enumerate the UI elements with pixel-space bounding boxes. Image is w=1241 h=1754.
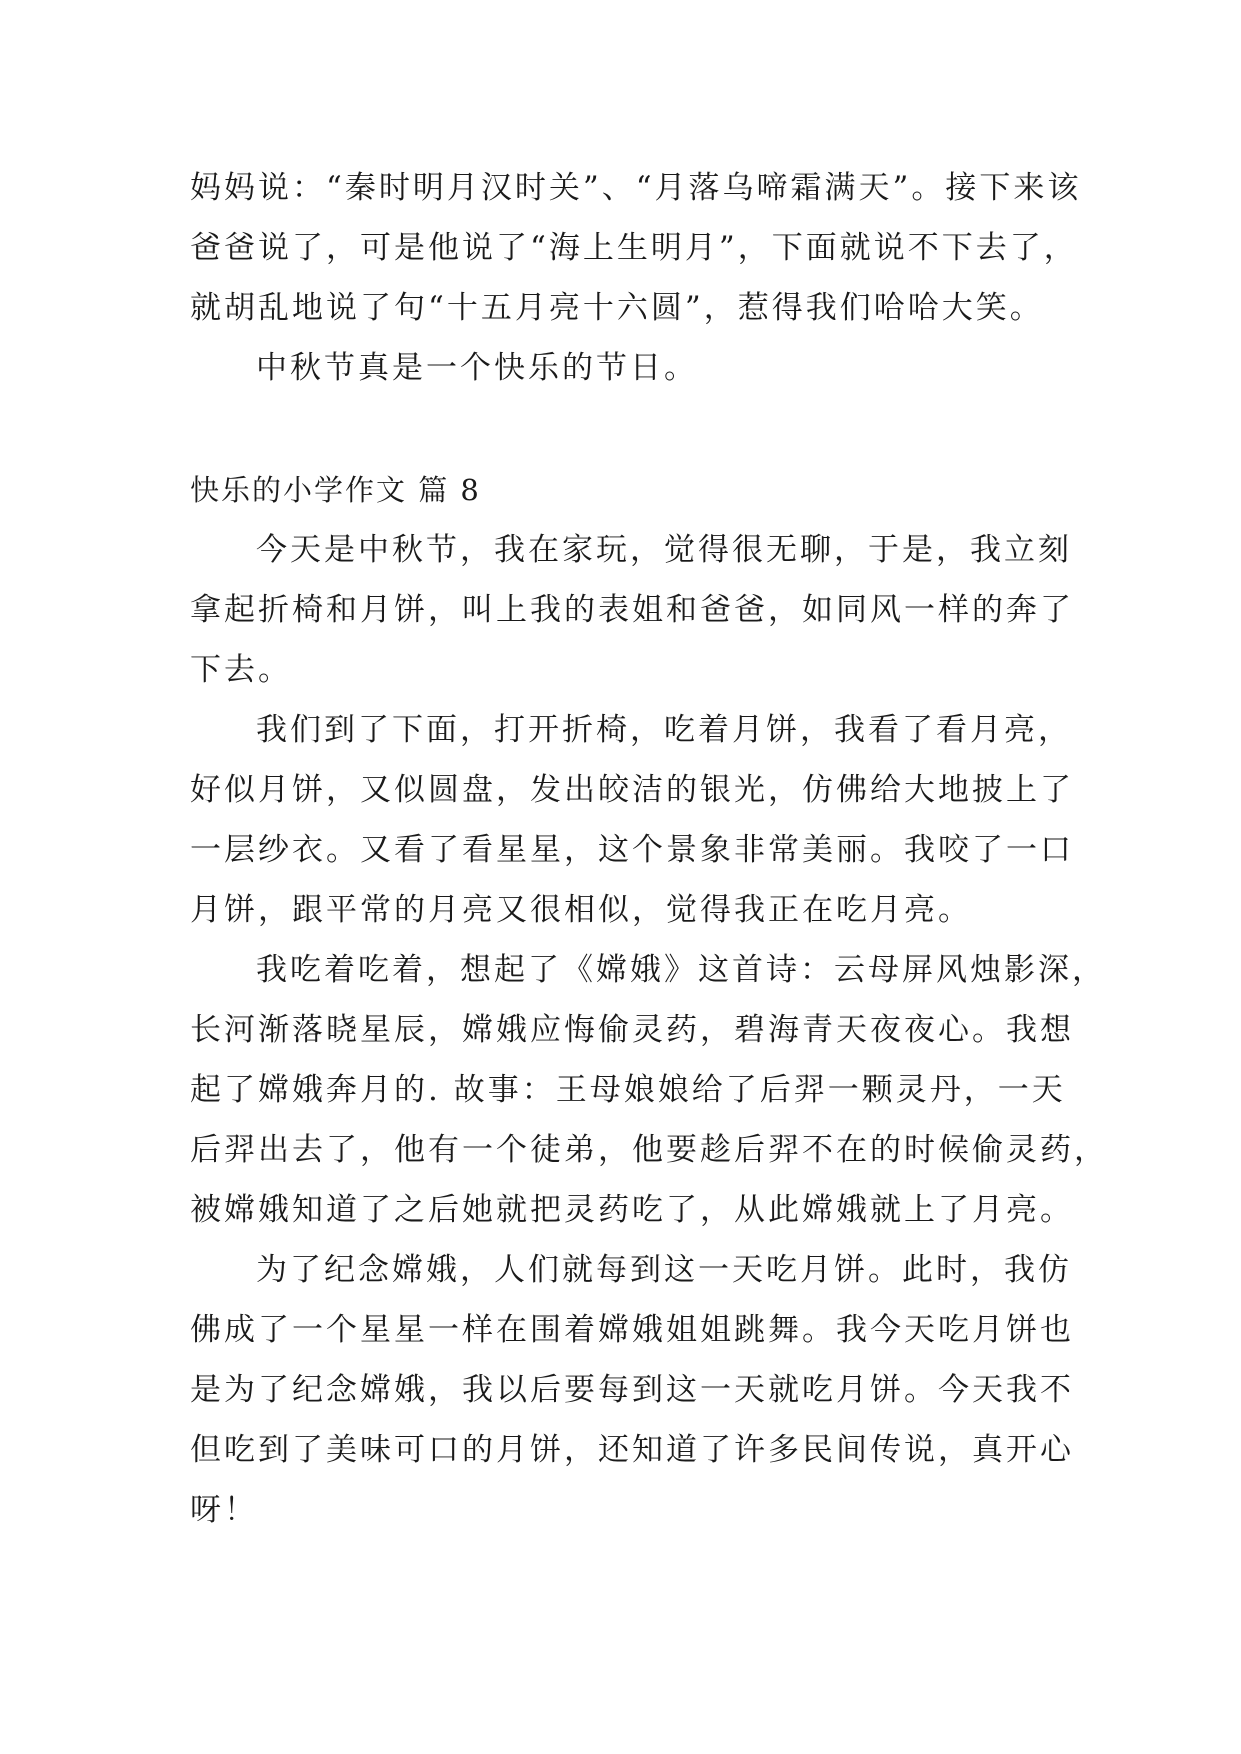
text-line: 好似月饼，又似圆盘，发出皎洁的银光，仿佛给大地披上了	[190, 772, 1074, 808]
text-line: 呀！	[190, 1492, 258, 1528]
text-line: 我吃着吃着，想起了《嫦娥》这首诗：云母屏风烛影深，	[256, 952, 1106, 988]
text-line: 下去。	[190, 652, 292, 688]
section-title: 快乐的小学作文 篇 8	[190, 473, 481, 507]
text-line: 被嫦娥知道了之后她就把灵药吃了，从此嫦娥就上了月亮。	[190, 1192, 1074, 1228]
text-line: 长河渐落晓星辰，嫦娥应悔偷灵药，碧海青天夜夜心。我想	[190, 1012, 1074, 1048]
text-line: 我们到了下面，打开折椅，吃着月饼，我看了看月亮，	[256, 712, 1072, 748]
closing-sentence: 中秋节真是一个快乐的节日。	[256, 350, 698, 386]
text-line: 一层纱衣。又看了看星星，这个景象非常美丽。我咬了一口	[190, 832, 1074, 868]
text-line: 但吃到了美味可口的月饼，还知道了许多民间传说，真开心	[190, 1432, 1074, 1468]
text-line: 今天是中秋节，我在家玩，觉得很无聊，于是，我立刻	[256, 532, 1072, 568]
paragraph	[190, 700, 1074, 940]
section-gap	[190, 398, 1070, 460]
text-line: 拿起折椅和月饼，叫上我的表姐和爸爸，如同风一样的奔了	[190, 592, 1074, 628]
text-line: 为了纪念嫦娥，人们就每到这一天吃月饼。此时，我仿	[256, 1252, 1072, 1288]
document-page	[190, 158, 1108, 1540]
paragraph	[190, 940, 1108, 1240]
text-line: 爸爸说了，可是他说了“海上生明月”，下面就说不下去了，	[190, 230, 1078, 266]
paragraph	[190, 520, 1074, 700]
text-line: 后羿出去了，他有一个徒弟，他要趁后羿不在的时候偷灵药，	[190, 1132, 1108, 1168]
text-line: 起了嫦娥奔月的. 故事：王母娘娘给了后羿一颗灵丹，一天	[190, 1072, 1066, 1108]
paragraph	[190, 1240, 1074, 1540]
text-line: 月饼，跟平常的月亮又很相似，觉得我正在吃月亮。	[190, 892, 972, 928]
previous-essay-ending	[190, 158, 1082, 398]
text-line: 妈妈说：“秦时明月汉时关”、“月落乌啼霜满天”。接下来该	[190, 170, 1082, 206]
text-line: 是为了纪念嫦娥，我以后要每到这一天就吃月饼。今天我不	[190, 1372, 1074, 1408]
text-line: 佛成了一个星星一样在围着嫦娥姐姐跳舞。我今天吃月饼也	[190, 1312, 1074, 1348]
text-line: 就胡乱地说了句“十五月亮十六圆”，惹得我们哈哈大笑。	[190, 290, 1044, 326]
